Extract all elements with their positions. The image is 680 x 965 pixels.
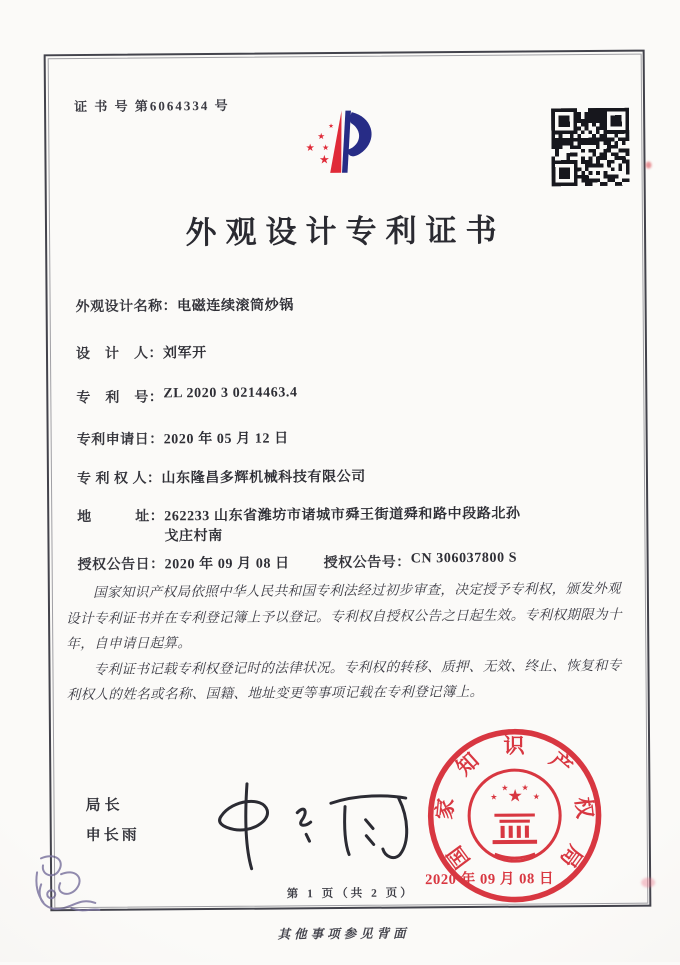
svg-text:产: 产 bbox=[544, 747, 577, 780]
director-signature-icon bbox=[192, 771, 424, 873]
svg-text:★: ★ bbox=[532, 792, 540, 802]
svg-text:★: ★ bbox=[319, 152, 330, 167]
director-name-label: 申长雨 bbox=[85, 827, 140, 845]
page-number: 第 1 页（共 2 页） bbox=[286, 887, 415, 901]
field-design-name bbox=[76, 292, 625, 316]
field-label: 专 利 号： bbox=[76, 390, 164, 407]
field-value: ZL 2020 3 0214463.4 bbox=[163, 385, 298, 402]
corner-flourish-icon bbox=[31, 850, 102, 921]
photo-speck bbox=[641, 878, 655, 888]
field-label: 授权公告日： bbox=[77, 557, 165, 574]
svg-text:★: ★ bbox=[322, 143, 330, 153]
svg-text:识: 识 bbox=[503, 733, 525, 759]
field-designer bbox=[76, 339, 625, 363]
seal-date: 2020 年 09 月 08 日 bbox=[425, 871, 555, 889]
field-label: 设 计 人： bbox=[75, 346, 164, 363]
field-label: 地 址： bbox=[77, 509, 165, 526]
grant-date-pair bbox=[78, 552, 290, 574]
qr-code-icon bbox=[551, 108, 630, 187]
svg-text:权: 权 bbox=[570, 795, 597, 820]
field-application-date bbox=[77, 425, 626, 449]
field-value: 山东隆昌多辉机械科技有限公司 bbox=[161, 469, 366, 487]
field-label: 授权公告号： bbox=[323, 555, 411, 572]
grant-number-pair bbox=[324, 551, 518, 573]
field-label: 专 利 权 人： bbox=[76, 471, 162, 488]
svg-text:★: ★ bbox=[317, 131, 326, 142]
svg-text:★: ★ bbox=[490, 792, 498, 802]
back-note: 其他事项参见背面 bbox=[277, 926, 410, 942]
svg-text:局: 局 bbox=[555, 840, 588, 872]
legal-paragraph-1: 国家知识产权局依照中华人民共和国专利法经过初步审查，决定授予专利权，颁发外观设计专利证书并在专利登记簿上予以登记。专利权自授权公告之日起生效。专利权期限为十年，自申请日起算。 bbox=[66, 580, 622, 652]
photo-speck bbox=[646, 162, 652, 169]
svg-text:★: ★ bbox=[328, 123, 334, 131]
field-patentee bbox=[77, 464, 626, 488]
svg-text:知: 知 bbox=[451, 748, 484, 781]
cnipa-seal-icon bbox=[423, 724, 606, 907]
svg-text:★: ★ bbox=[521, 783, 529, 793]
certificate-border-frame bbox=[44, 50, 652, 912]
field-value: CN 306037800 S bbox=[410, 550, 518, 567]
field-value: 刘军开 bbox=[162, 346, 207, 362]
field-value: 2020 年 05 月 12 日 bbox=[163, 431, 289, 448]
field-grant-row bbox=[78, 550, 627, 574]
field-value: 2020 年 09 月 08 日 bbox=[164, 556, 290, 573]
field-value: 262233 山东省潍坊市诸城市舜王街道舜和路中段路北孙 戈庄村南 bbox=[164, 506, 521, 545]
director-title-label: 局长 bbox=[85, 797, 124, 815]
legal-paragraph-2: 专利证书记载专利权登记时的法律状况。专利权的转移、质押、无效、终止、恢复和专利权人的姓名或名称、国籍、地址变更等事项记载在专利登记簿上。 bbox=[66, 657, 622, 703]
legal-text bbox=[66, 576, 633, 708]
field-patent-number bbox=[76, 383, 625, 407]
field-address bbox=[77, 502, 626, 546]
svg-text:★: ★ bbox=[501, 783, 509, 793]
svg-text:★: ★ bbox=[305, 142, 315, 155]
certificate-title: 外观设计专利证书 bbox=[185, 212, 506, 251]
svg-text:家: 家 bbox=[432, 797, 459, 821]
field-label: 专利申请日： bbox=[76, 432, 164, 449]
field-value: 电磁连续滚筒炒锅 bbox=[177, 298, 294, 315]
svg-text:国: 国 bbox=[442, 841, 475, 873]
certificate-number: 证 书 号 第6064334 号 bbox=[73, 97, 230, 115]
svg-text:★: ★ bbox=[507, 786, 523, 806]
field-label: 外观设计名称： bbox=[75, 299, 178, 316]
cnipa-logo-icon bbox=[284, 94, 403, 207]
